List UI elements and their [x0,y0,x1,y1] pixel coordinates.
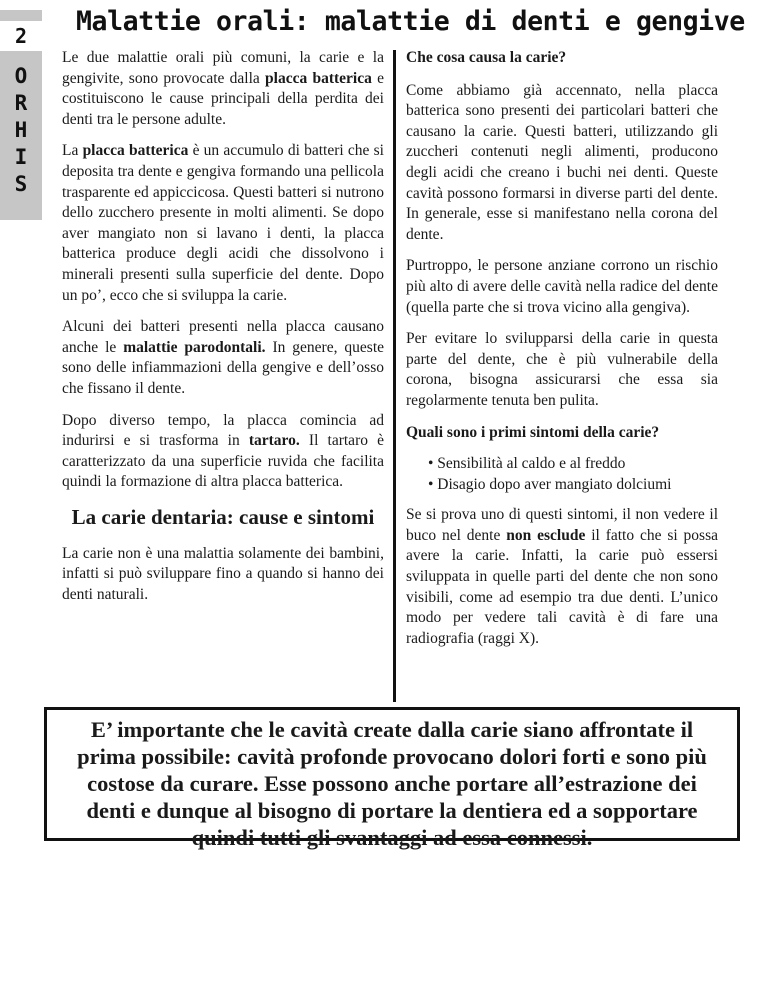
paragraph [62,48,384,130]
text-run: Le due malattie orali più comuni, la carie e la gengivite, sono provocate dalla [62,49,384,87]
text-run: La [62,142,83,160]
paragraph: Come abbiamo già accennato, nella placca batterica sono presenti dei particolari batteri che causano la carie. Questi batteri, utilizzando gli zuccheri contenuti negli alimenti, producono degli acidi che creano i buchi nei denti. Queste cavità possono formarsi in diverse parti del dente. In generale, esse si manifestano nella corona del dente. [406,81,718,243]
acronym-letter: R [14,91,28,115]
paragraph [62,317,384,399]
text-run: è un accumulo di batteri che si deposita tra dente e gengiva formando una pellicola trasparente ed appiccicosa. Questi batteri si nutrono dello zucchero presente in molti alimenti. Se dopo aver mangiato non si lavano i denti, la placca batterica produce degli acidi che dissolvono i minerali presenti sulla superficie del dente. Dopo un po’, ecco che si sviluppa la carie. [62,142,384,304]
subheading: Che cosa causa la carie? [406,49,567,66]
paragraph [62,141,384,306]
text-run: Dopo diverso tempo, la placca comincia ad indurirsi e si trasforma in [62,411,384,450]
paragraph: Per evitare lo svilupparsi della carie in questa parte del dente, che è più vulnerabile della corona, bisogna assicurarsi che essa sia regolarmente tenuta ben pulita. [406,330,718,409]
left-column [62,48,384,617]
page-number: 2 [0,21,42,51]
bold-term: placca batterica [82,142,189,160]
bold-term: tartaro. [248,432,300,450]
paragraph [406,505,718,649]
right-column [406,48,718,660]
column-divider [393,50,396,702]
bold-term: malattie parodontali. [123,338,266,356]
bold-term: placca batterica [265,69,372,87]
page-title: Malattie orali: malattie di denti e gengive [76,6,745,37]
list-item: • Sensibilità al caldo e al freddo [428,455,626,473]
text-run: In genere, queste sono delle infiammazioni della gengive e dell’osso che fissano il dente. [62,338,385,397]
text-run: Se si prova uno di questi sintomi, il non vedere il buco nel dente [406,506,718,544]
acronym-letter: H [14,118,28,142]
acronym-letter: I [14,145,28,169]
callout-box: E’ importante che le cavità create dalla carie siano affrontate il prima possibile: cavità profonde provocano dolori forti e sono più costose da curare. Esse possono anche portare all’estrazione dei denti e dunque al bisogno di portare la dentiera ed a sopportare quindi tutti gli svantaggi ad essa connessi. [44,707,740,841]
list-item: • Disagio dopo aver mangiato dolciumi [428,475,672,493]
symptom-list [428,454,718,495]
acronym-letter: O [14,64,28,88]
text-run: il fatto che si possa avere la carie. Infatti, la carie può essersi sviluppata in quelle parti del dente che non sono visibili, come ad esempio tra due denti. L’unico modo per vedere tali cavità è di fare una radiografia (raggi X). [406,526,719,647]
acronym-letter: S [14,172,28,196]
text-run: e costituiscono le cause principali della perdita dei denti tra le persone adulte. [62,69,384,128]
subheading: Quali sono i primi sintomi della carie? [406,423,660,441]
text-run: Il tartaro è caratterizzato da una superficie ruvida che facilita quindi la formazione di altra placca batterica. [62,432,384,491]
side-acronym [15,63,28,198]
side-tab [0,10,42,220]
bold-term: non esclude [506,526,586,544]
section-title: La carie dentaria: cause e sintomi [71,504,375,529]
paragraph [62,411,384,493]
paragraph: La carie non è una malattia solamente dei bambini, infatti si può sviluppare fino a quando si hanno dei denti naturali. [62,544,384,604]
text-run: Alcuni dei batteri presenti nella placca causano anche le [62,318,384,356]
paragraph: Purtroppo, le persone anziane corrono un rischio più alto di avere delle cavità nella radice del dente (quella parte che si trova vicino alla gengiva). [406,257,718,316]
